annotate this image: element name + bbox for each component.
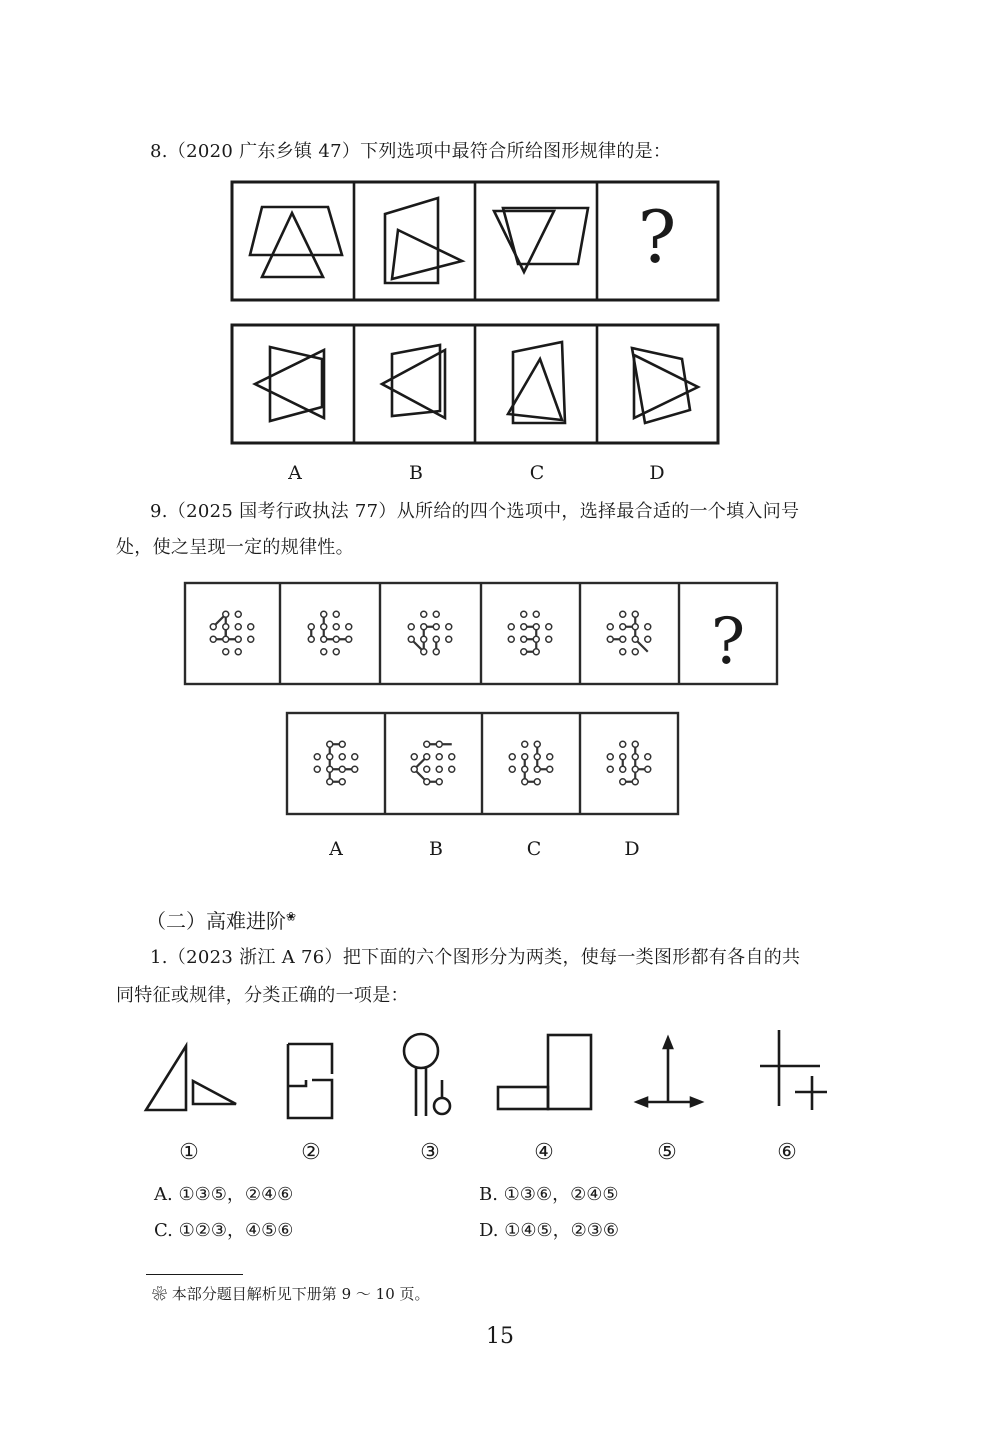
footnote-divider (146, 1274, 243, 1275)
q1-question-text-line2: 同特征或规律，分类正确的一项是： (116, 985, 409, 1006)
q1-answer-c[interactable]: C. ①②③，④⑤⑥ (154, 1220, 294, 1241)
q9-option-c-label: C (526, 838, 542, 860)
q1-figure-5-label: ⑤ (657, 1140, 677, 1165)
q8-option-b-label: B (409, 462, 423, 484)
q8-question-text: 8.（2020 广东乡镇 47）下列选项中最符合所给图形规律的是： (150, 141, 672, 162)
q8-option-a-label: A (288, 462, 302, 484)
footnote-text: 本部分题目解析见下册第 9 ～ 10 页。 (171, 1285, 430, 1303)
q1-answer-b[interactable]: B. ①③⑥，②④⑤ (479, 1184, 619, 1205)
section-mark-icon: ❀ (286, 909, 297, 924)
q1-figure-5 (637, 1038, 701, 1106)
q1-figure-2-label: ② (301, 1140, 321, 1165)
q1-figure-4-label: ④ (534, 1140, 554, 1165)
q1-question-text-line1: 1.（2023 浙江 A 76）把下面的六个图形分为两类，使每一类图形都有各自的共 (150, 947, 801, 968)
q1-figure-3-label: ③ (420, 1140, 440, 1165)
q8-option-c-label: C (529, 462, 545, 484)
footnote-mark-icon: ❀ (152, 1285, 168, 1303)
q1-figure-2 (288, 1044, 332, 1118)
q1-figure-3 (404, 1034, 450, 1116)
section-title: （二）高难进阶 (146, 909, 286, 933)
q1-figure-1 (146, 1046, 236, 1110)
q1-figure-4 (498, 1035, 591, 1109)
footnote (152, 1283, 430, 1304)
q1-answer-d[interactable]: D. ①④⑤，②③⑥ (479, 1220, 620, 1241)
page-number: 15 (486, 1324, 514, 1349)
q9-question-text-line1: 9.（2025 国考行政执法 77）从所给的四个选项中，选择最合适的一个填入问号 (150, 501, 800, 522)
q9-option-d-label: D (624, 838, 640, 860)
q9-question-mark: ? (710, 605, 746, 679)
q8-question-mark: ? (637, 195, 677, 279)
q9-option-b-label: B (429, 838, 443, 860)
q8-option-d-label: D (649, 462, 665, 484)
q1-answer-a[interactable]: A. ①③⑤，②④⑥ (154, 1184, 294, 1205)
q1-figure-1-label: ① (179, 1140, 199, 1165)
q1-figure-6-label: ⑥ (777, 1140, 797, 1165)
q9-question-text-line2: 处，使之呈现一定的规律性。 (116, 537, 354, 558)
q1-figure-6 (760, 1030, 827, 1110)
q9-option-a-label: A (329, 838, 343, 860)
